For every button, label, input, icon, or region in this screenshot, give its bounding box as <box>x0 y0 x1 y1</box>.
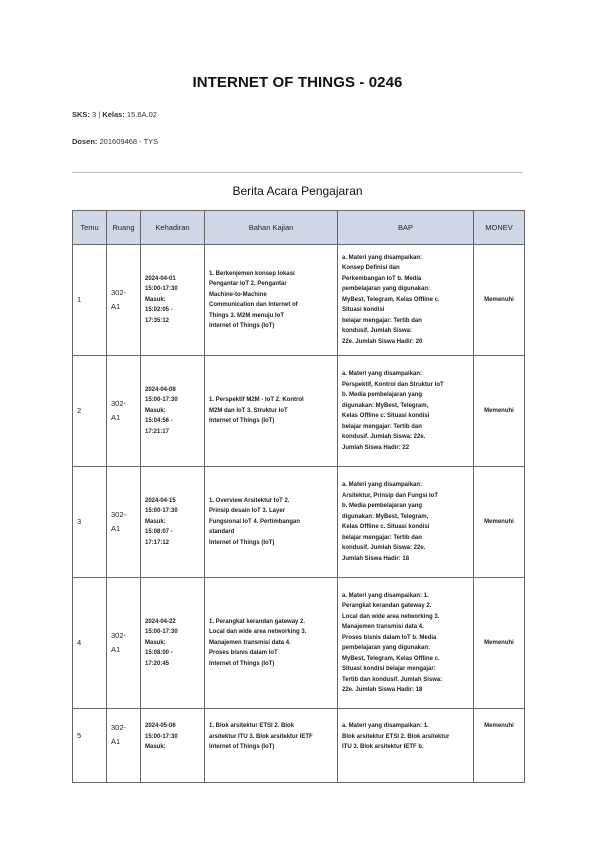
cell-kehadiran-line: 2024-04-22 <box>145 618 176 625</box>
cell-temu: 3 <box>73 467 107 578</box>
section-title: Berita Acara Pengajaran <box>232 184 363 198</box>
cell-bap-line: Perspektif, Kontrol dan Struktur IoT <box>342 381 444 388</box>
cell-ruang-line: A1 <box>111 302 121 311</box>
cell-temu: 5 <box>73 709 107 783</box>
cell-bap <box>338 709 474 783</box>
cell-bap-line: a. Materi yang disampaikan: <box>342 254 423 261</box>
class-info: SKS: 3 | Kelas: 15.6A.02 <box>72 110 157 119</box>
cell-bap-line: a. Materi yang disampaikan: <box>342 371 423 377</box>
cell-bahan-kajian-line: 1. Perspektif M2M - IoT 2. Kontrol <box>209 397 304 404</box>
cell-ruang-line: 302- <box>111 399 127 408</box>
table-row <box>73 356 525 467</box>
teaching-record-table <box>72 210 525 783</box>
kelas-label: Kelas: <box>102 110 125 119</box>
lecturer-info <box>72 137 158 146</box>
cell-bap-line: Perkembangan IoT b. Media <box>342 275 422 282</box>
cell-ruang-line: 302- <box>111 288 127 297</box>
cell-bahan-kajian-line: Fungsional IoT 4. Pertimbangan <box>209 518 301 525</box>
cell-monev: Memenuhi <box>474 356 525 467</box>
cell-kehadiran-line: 15:00-17:30 <box>145 629 178 636</box>
kelas-value: 15.6A.02 <box>126 110 157 119</box>
cell-bahan-kajian-line: Pengantar IoT 2. Pengantar <box>209 281 287 287</box>
cell-bap-line: belajar mengajar: Tertib dan <box>342 423 422 430</box>
cell-bap-line: Jumlah Siswa Hadir: 22 <box>342 444 410 451</box>
cell-kehadiran-line: Masuk: <box>145 518 166 525</box>
cell-bahan-kajian-line: Proses bisnis dalam IoT <box>209 650 278 657</box>
table-row <box>73 245 525 356</box>
cell-bap-line: Situasi kondisi belajar mengajar: <box>342 666 436 672</box>
cell-bap-line: Kelas Offline c. Situasi kondisi <box>342 413 430 419</box>
cell-bahan-kajian <box>205 578 338 709</box>
cell-bahan-kajian-line: arsitektur ITU 3. Blok arsitektur IETF <box>209 733 313 740</box>
cell-monev: Memenuhi <box>474 578 525 709</box>
cell-bap-line: belajar mengajar: Tertib dan <box>342 317 422 324</box>
cell-kehadiran-line: Masuk: <box>145 296 166 303</box>
cell-kehadiran <box>141 578 205 709</box>
cell-kehadiran-line: 17:21:17 <box>145 428 170 435</box>
cell-kehadiran <box>141 709 205 783</box>
sks-label: SKS: <box>72 110 90 119</box>
cell-bahan-kajian <box>205 356 338 467</box>
cell-kehadiran-line: 15:00-17:30 <box>145 508 178 515</box>
table-row <box>73 709 525 783</box>
cell-kehadiran-line: 17:20:45 <box>145 660 170 667</box>
cell-ruang-line: A1 <box>111 645 121 654</box>
cell-ruang <box>107 709 141 783</box>
cell-bap-line: a. Materi yang disampaikan: <box>342 482 423 488</box>
cell-kehadiran-line: 17:17:12 <box>145 539 170 546</box>
cell-kehadiran-line: 15:08:07 - <box>145 529 173 536</box>
cell-ruang-line: 302- <box>111 510 127 519</box>
cell-bahan-kajian-line: Internet of Things (IoT) <box>209 323 275 329</box>
header-bahan-kajian: Bahan Kajian <box>205 211 338 245</box>
cell-bap-line: b. Media pembelajaran yang <box>342 392 423 398</box>
cell-bap-line: Manajemen transmisi data 4. <box>342 624 424 630</box>
cell-bahan-kajian-line: Prinsip desain IoT 3. Layer <box>209 508 286 515</box>
cell-bap <box>338 356 474 467</box>
cell-bahan-kajian-line: 1. Berkenjemen konsep lokasi <box>209 270 295 277</box>
cell-bap-line: kondusif. Jumlah Siswa: <box>342 328 413 335</box>
cell-bahan-kajian-line: Machine-to-Machine <box>209 291 267 298</box>
header-ruang: Ruang <box>107 211 141 245</box>
cell-bap-line: b. Media pembelajaran yang <box>342 503 423 509</box>
cell-bap-line: MyBest, Telegram, Kelas Offline c. <box>342 296 440 303</box>
cell-bap-line: Arsitektur, Prinsip dan Fungsi IoT <box>342 492 439 499</box>
divider <box>72 172 523 173</box>
cell-bap-line: Kelas Offline c. Situasi kondisi <box>342 524 430 530</box>
header-bap: BAP <box>338 211 474 245</box>
cell-bap-line: ITU 3. Blok arsitektur IETF b. <box>342 744 424 750</box>
cell-kehadiran <box>141 356 205 467</box>
cell-bahan-kajian-line: Internet of Things (IoT) <box>209 744 275 750</box>
cell-kehadiran-line: 15:00-17:30 <box>145 286 178 293</box>
cell-bahan-kajian-line: 1. Blok arsitektur ETSI 2. Blok <box>209 723 295 729</box>
cell-kehadiran <box>141 467 205 578</box>
cell-monev: Memenuhi <box>474 709 525 783</box>
cell-kehadiran-line: 15:04:56 - <box>145 418 173 425</box>
cell-ruang <box>107 467 141 578</box>
cell-kehadiran-line: 15:02:05 - <box>145 307 173 314</box>
cell-bap <box>338 578 474 709</box>
cell-bahan-kajian-line: Communication dan Internet of <box>209 302 298 308</box>
cell-bahan-kajian-line: 1. Overview Arsitektur IoT 2. <box>209 497 290 504</box>
cell-kehadiran <box>141 245 205 356</box>
cell-bap-line: kondusif. Jumlah Siswa: 22e. <box>342 434 426 440</box>
cell-bap-line: pembelajaran yang digunakan: <box>342 645 431 651</box>
cell-ruang-line: 302- <box>111 631 127 640</box>
cell-bap-line: Blok arsitektur ETSI 2. Blok arsitektur <box>342 733 450 740</box>
cell-bahan-kajian-line: 1. Perangkat kerandan gateway 2. <box>209 618 306 625</box>
cell-bap-line: belajar mengajar: Tertib dan <box>342 534 422 541</box>
cell-kehadiran-line: 15:08:00 - <box>145 650 173 657</box>
cell-bahan-kajian <box>205 709 338 783</box>
table-row <box>73 467 525 578</box>
cell-ruang-line: A1 <box>111 737 121 746</box>
cell-bahan-kajian-line: M2M dan IoT 3. Struktur IoT <box>209 407 288 414</box>
cell-kehadiran-line: 2024-04-01 <box>145 275 176 282</box>
cell-kehadiran-line: 15:00-17:30 <box>145 397 178 404</box>
cell-bap-line: Jumlah Siswa Hadir: 18 <box>342 555 410 562</box>
cell-bap-line: pembelajaran yang digunakan: <box>342 286 431 293</box>
cell-bahan-kajian-line: Internet of Things (IoT) <box>209 418 275 425</box>
cell-bahan-kajian-line: Local dan wide area networking 3. <box>209 629 307 636</box>
cell-bap-line: MyBest, Telegram, Kelas Offline c. <box>342 655 440 662</box>
cell-bap-line: digunakan: MyBest, Telegram, <box>342 513 429 520</box>
cell-kehadiran-line: 2024-05-06 <box>145 723 176 729</box>
cell-bahan-kajian-line: Things 3. M2M menuju IoT <box>209 312 284 319</box>
cell-kehadiran-line: Masuk: <box>145 407 166 414</box>
cell-temu: 2 <box>73 356 107 467</box>
cell-bap <box>338 245 474 356</box>
document-title: INTERNET OF THINGS - 0246 <box>192 74 403 91</box>
cell-bahan-kajian <box>205 245 338 356</box>
cell-ruang-line: 302- <box>111 723 127 732</box>
dosen-value: 201609468 - TYS <box>99 137 159 146</box>
cell-temu: 1 <box>73 245 107 356</box>
cell-ruang <box>107 578 141 709</box>
cell-bahan-kajian-line: Internet of Things (IoT) <box>209 660 275 667</box>
header-kehadiran: Kehadiran <box>141 211 205 245</box>
cell-ruang-line: A1 <box>111 413 121 422</box>
cell-kehadiran-line: 2024-04-15 <box>145 497 176 504</box>
cell-bap-line: 22e. Jumlah Siswa Hadir: 20 <box>342 338 423 345</box>
cell-bap-line: a. Materi yang disampaikan: 1. <box>342 723 429 729</box>
sks-value: 3 <box>92 110 97 119</box>
cell-bap-line: digunakan: MyBest, Telegram, <box>342 402 429 409</box>
cell-bap-line: Tertib dan kondusif. Jumlah Siswa: <box>342 676 443 683</box>
cell-ruang <box>107 245 141 356</box>
cell-bahan-kajian-line: Internet of Things (IoT) <box>209 539 275 546</box>
cell-kehadiran-line: Masuk: <box>145 744 166 750</box>
cell-bap-line: Perangkat kerandan gateway 2. <box>342 603 432 609</box>
cell-bahan-kajian-line: Manajemen transmisi data 4. <box>209 639 291 646</box>
cell-bap <box>338 467 474 578</box>
cell-bahan-kajian-line: standard <box>209 529 235 536</box>
cell-monev: Memenuhi <box>474 467 525 578</box>
cell-bap-line: 22e. Jumlah Siswa Hadir: 18 <box>342 687 423 693</box>
cell-bap-line: a. Materi yang disampaikan: 1. <box>342 592 429 599</box>
dosen-label: Dosen: <box>72 137 98 146</box>
cell-kehadiran-line: 2024-04-08 <box>145 386 176 393</box>
header-temu: Temu <box>73 211 107 245</box>
cell-bap-line: kondusif. Jumlah Siswa: 22e. <box>342 545 426 551</box>
cell-bap-line: Local dan wide area networking 3. <box>342 613 440 620</box>
cell-bap-line: Situasi kondisi <box>342 307 385 314</box>
cell-bahan-kajian <box>205 467 338 578</box>
cell-temu: 4 <box>73 578 107 709</box>
cell-bap-line: Konsep Definisi dan <box>342 265 400 272</box>
cell-ruang <box>107 356 141 467</box>
cell-monev: Memenuhi <box>474 245 525 356</box>
cell-kehadiran-line: 15:00-17:30 <box>145 733 178 740</box>
header-monev: MONEV <box>474 211 525 245</box>
table-row <box>73 578 525 709</box>
cell-ruang-line: A1 <box>111 524 121 533</box>
table-header-row <box>73 211 525 245</box>
cell-kehadiran-line: Masuk: <box>145 639 166 646</box>
cell-kehadiran-line: 17:35:12 <box>145 317 170 324</box>
cell-bap-line: Proses bisnis dalam IoT b. Media <box>342 634 437 641</box>
